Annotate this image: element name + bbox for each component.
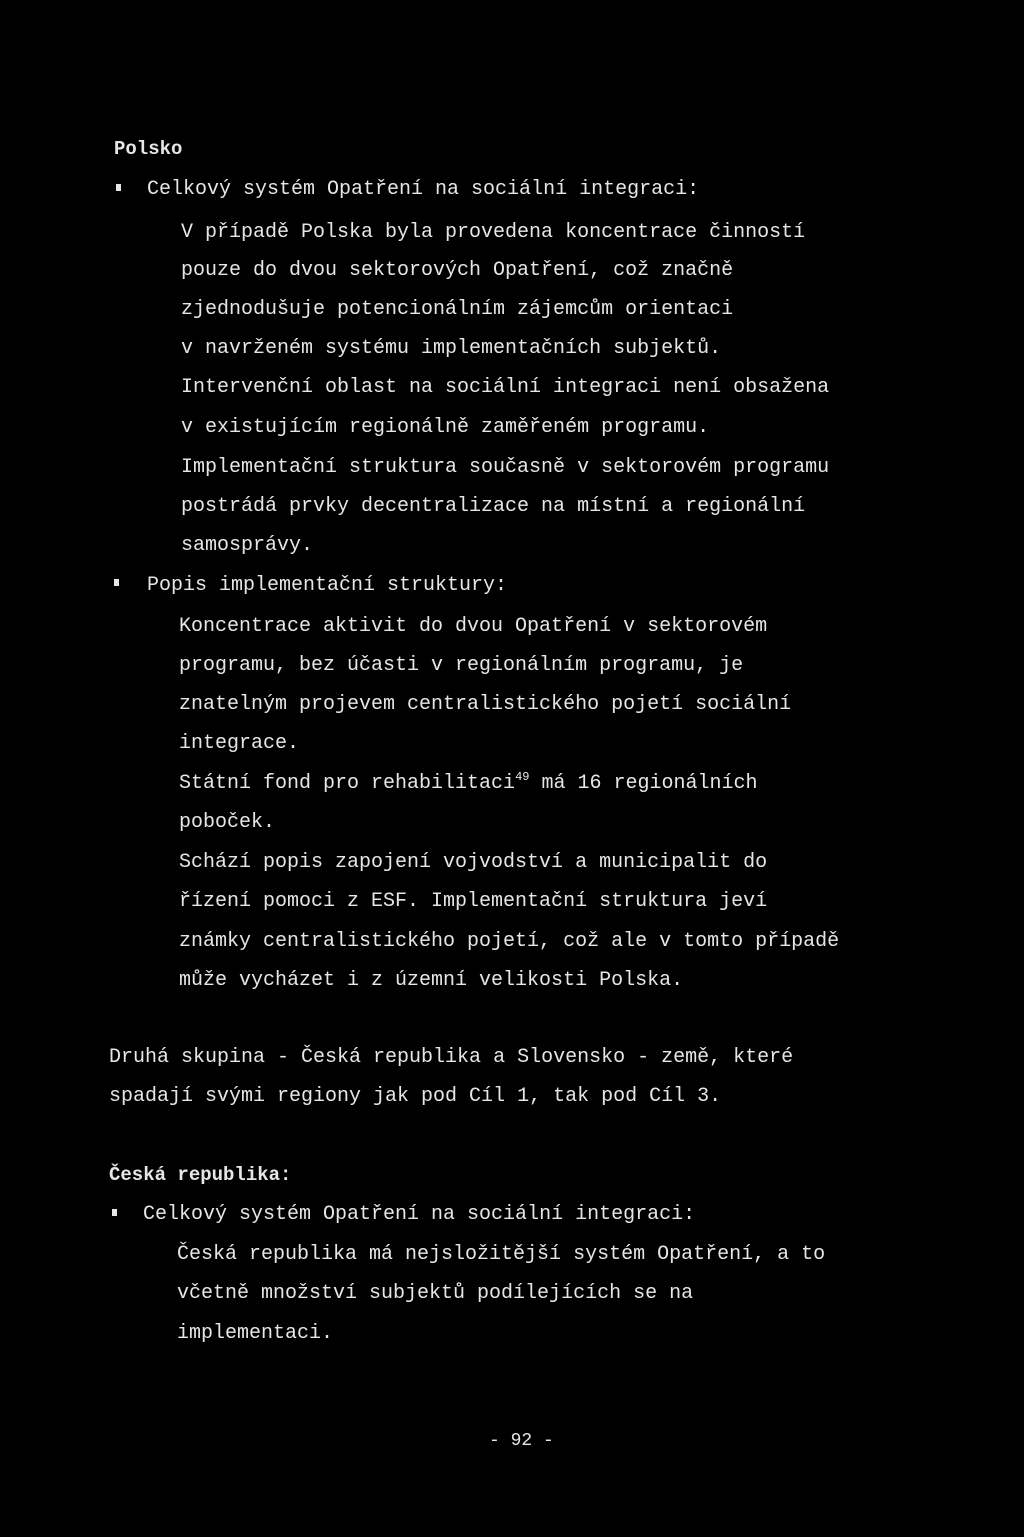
paragraph-line: Implementační struktura současně v sektorovém programu bbox=[181, 456, 830, 479]
paragraph-line: Koncentrace aktivit do dvou Opatření v sektorovém bbox=[179, 615, 768, 638]
footnote-text: má 16 regionálních bbox=[529, 772, 758, 795]
bullet-label: Celkový systém Opatření na sociální integraci: bbox=[147, 178, 700, 201]
paragraph-line: Intervenční oblast na sociální integraci není obsažena bbox=[181, 376, 830, 399]
paragraph-line: Schází popis zapojení vojvodství a municipalit do bbox=[179, 851, 768, 874]
paragraph-line: v existujícím regionálně zaměřeném programu. bbox=[181, 416, 710, 439]
paragraph-line: řízení pomoci z ESF. Implementační struktura jeví bbox=[179, 890, 768, 913]
group-paragraph-line: spadají svými regiony jak pod Cíl 1, tak pod Cíl 3. bbox=[109, 1085, 722, 1108]
section-heading-ceska-republika: Česká republika: bbox=[109, 1164, 292, 1186]
paragraph-line: poboček. bbox=[179, 811, 276, 834]
bullet-label: Popis implementační struktury: bbox=[147, 574, 508, 597]
bullet-marker bbox=[112, 1209, 117, 1216]
bullet-marker bbox=[114, 579, 119, 586]
page-number: - 92 - bbox=[489, 1431, 554, 1451]
paragraph-line: programu, bez účasti v regionálním programu, je bbox=[179, 654, 744, 677]
section-heading-polsko: Polsko bbox=[114, 138, 183, 160]
paragraph-line: znatelným projevem centralistického pojetí sociální bbox=[179, 693, 792, 716]
footnote-reference[interactable]: 49 bbox=[515, 770, 530, 784]
paragraph-line: v navrženém systému implementačních subjektů. bbox=[181, 337, 722, 360]
paragraph-line: zjednodušuje potencionálním zájemcům orientaci bbox=[181, 298, 734, 321]
bullet-marker bbox=[116, 184, 121, 191]
paragraph-line bbox=[179, 772, 758, 796]
paragraph-line: implementaci. bbox=[177, 1322, 334, 1345]
bullet-label: Celkový systém Opatření na sociální integraci: bbox=[143, 1203, 696, 1226]
paragraph-line: může vycházet i z územní velikosti Polska. bbox=[179, 969, 684, 992]
paragraph-line: známky centralistického pojetí, což ale v tomto případě bbox=[179, 930, 840, 953]
paragraph-line: Česká republika má nejsložitější systém Opatření, a to bbox=[177, 1243, 826, 1266]
paragraph-line: včetně množství subjektů podílejících se na bbox=[177, 1282, 694, 1305]
paragraph-line: postrádá prvky decentralizace na místní a regionální bbox=[181, 495, 806, 518]
footnote-text: Státní fond pro rehabilitaci bbox=[179, 772, 516, 795]
paragraph-line: samosprávy. bbox=[181, 534, 314, 557]
paragraph-line: pouze do dvou sektorových Opatření, což značně bbox=[181, 259, 734, 282]
group-paragraph-line: Druhá skupina - Česká republika a Slovensko - země, které bbox=[109, 1046, 794, 1069]
paragraph-line: integrace. bbox=[179, 732, 300, 755]
paragraph-line: V případě Polska byla provedena koncentrace činností bbox=[181, 221, 806, 244]
